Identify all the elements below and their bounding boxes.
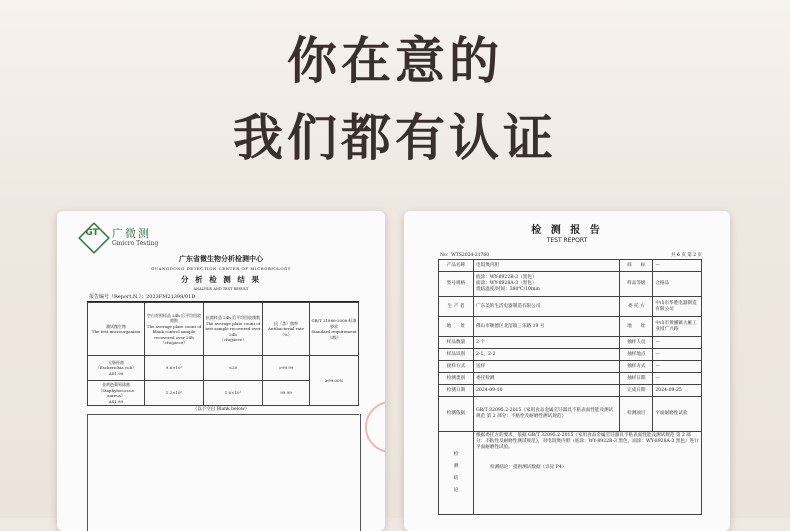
blank-below-note: （以下空白 Blank below） <box>192 407 250 412</box>
logo-letters: GT <box>85 228 99 238</box>
label-product: 产品名称 <box>439 260 474 272</box>
table-row <box>439 297 702 317</box>
page-indicator: 共 6 页 第 2 页 <box>671 253 702 258</box>
cell-organism: 金黄色葡萄球菌 （Staphylococcus aureus） AS1.89 <box>88 381 145 406</box>
logo-english-name: Gmicro Testing <box>112 240 159 247</box>
microbiology-test-certificate <box>57 211 385 531</box>
label-quantity: 样品数量 <box>439 337 474 349</box>
label-receive: 接样方式 <box>439 361 474 373</box>
label-place: 抽样地点 <box>620 349 653 361</box>
label-address-2: 地 址 <box>620 317 653 337</box>
table-row <box>439 397 702 432</box>
value-sampler: — <box>653 337 702 349</box>
value-test-date: 2024-09-10 <box>474 385 620 397</box>
label-method: 抽样方式 <box>620 361 653 373</box>
report-title: 检 测 报 告 <box>531 225 603 236</box>
label-entrust: 委 托 方 <box>620 297 653 317</box>
certificate-section-title-en: ANALYSIS AND TEST RESULT <box>193 287 249 291</box>
value-test-type: 委托检测 <box>474 373 620 385</box>
table-row <box>439 373 702 385</box>
blank-area <box>87 414 361 531</box>
label-sampling-date: 抽样日期 <box>620 373 653 385</box>
table-row <box>439 361 702 373</box>
logo-icon <box>78 222 110 254</box>
headline-line-1: 你在意的 <box>287 32 503 90</box>
cell-standard: ≥99.00% <box>310 356 359 406</box>
header-standard: GB/T 21866-2008 标准要求 Standard requirement （Ⅰ级） <box>310 303 359 356</box>
label-grade: 样品等级 <box>620 272 653 297</box>
value-place: — <box>653 349 702 361</box>
table-row <box>439 385 702 397</box>
header-blank: 空白对照样品 24h 后平均回收菌数 The average plate count of blank control sample recovered over 24h （cfu/piece） <box>145 303 204 356</box>
label-sampler: 抽样人员 <box>620 337 653 349</box>
value-test-item: 平面耐磨性试验 <box>653 397 702 432</box>
logo-chinese-name: 广微测 <box>112 227 151 240</box>
label-address: 地 址 <box>439 317 474 337</box>
value-grade: 合格品 <box>653 272 702 297</box>
certificate-title: 广东省微生物分析检测中心 <box>179 254 263 263</box>
value-model: 底涂：WY-8922B-3（黑色） 面涂：WY-8928A-3（黑色） 烧结温度/时间：380℃/10min <box>474 272 620 297</box>
value-conclusion <box>474 432 702 515</box>
report-table <box>438 259 702 515</box>
cell-sample: 1.0×10¹ <box>204 381 263 406</box>
table-row <box>88 356 359 381</box>
value-address: 佛山市顺德区北滘镇三乐路 19 号 <box>474 317 620 337</box>
value-entrust: 中山市华胜电器制造有限公司 <box>653 297 702 317</box>
header-rate: 抗（杀）菌率 Antibacterial rate （%） <box>263 303 310 356</box>
table-row <box>439 349 702 361</box>
table-row <box>439 337 702 349</box>
label-test-date: 检测日期 <box>439 385 474 397</box>
label-test-type: 检测类别 <box>439 373 474 385</box>
label-test-item: 检测项目 <box>620 397 653 432</box>
value-maker: 广东美的生活电器制造有限公司 <box>474 297 620 317</box>
results-table <box>87 302 359 406</box>
conclusion-text: 根据委托方的要求，依据 GB/T 32095.2-2015《家用食品金属烹饪器具不粘表面性能及测试规范 第 2 部分：不粘性及耐磨性测试规范》，对电饭煲内胆（底涂：WY-8922B-3 黑色，面涂：WY-8928A-3 黑色）进行平面耐磨性试验。 <box>476 433 699 450</box>
cell-rate: 99.99 <box>263 381 310 406</box>
cell-blank: 1.2×10⁵ <box>145 381 204 406</box>
cell-rate: >99.99 <box>263 356 310 381</box>
test-report-document <box>404 211 730 531</box>
report-subtitle: TEST REPORT <box>546 237 588 244</box>
value-address-2: 中山市黄圃镇大雁工业园广兴路 <box>653 317 702 337</box>
header-sample: 抗菌样品 24h 后平均回收菌数 The average plate count of test sample recovered over 24h （cfu/piece） <box>204 303 263 356</box>
value-sample-id: 2-1、2-2 <box>474 349 620 361</box>
label-maker: 生 产 者 <box>439 297 474 317</box>
table-row <box>439 432 702 515</box>
report-number: 报告编号（Report.N.）：2023FM21398/01D <box>89 294 196 300</box>
table-row <box>439 260 702 272</box>
conclusion-result: 检测结论：提供测试数据（详见 P4） <box>490 465 567 470</box>
table-header-row <box>88 303 359 356</box>
label-model: 型号规格 <box>439 272 474 297</box>
label-conclusion: 检 测 结 论 <box>439 432 474 515</box>
label-sample-id: 样品识别 <box>439 349 474 361</box>
value-completion-date: 2024-09-25 <box>653 385 702 397</box>
label-completion-date: 完成日期 <box>620 385 653 397</box>
table-row <box>439 317 702 337</box>
headline-line-2: 我们都有认证 <box>233 109 557 167</box>
header-organism: 测试微生物 The test microorganism <box>88 303 145 356</box>
certificate-section-title: 分 析 检 测 结 果 <box>180 275 262 284</box>
cell-organism: 大肠杆菌 （Escherichia coli） AS1.90 <box>88 356 145 381</box>
cell-blank: 9.6×10⁵ <box>145 356 204 381</box>
value-product: 电饭煲内胆 <box>474 260 620 272</box>
value-sampling-date: — <box>653 373 702 385</box>
value-trademark: — <box>653 260 702 272</box>
label-basis: 检测依据 <box>439 397 474 432</box>
label-trademark: 商 标 <box>620 260 653 272</box>
value-receive: 送样 <box>474 361 620 373</box>
value-quantity: 2 个 <box>474 337 620 349</box>
certificate-subtitle-en: GUANGDONG DETECTION CENTER OF MICROBIOLOGY <box>151 266 291 271</box>
value-basis: GB/T 32095.2-2015《家用食品金属烹饪器具不粘表面性能及测试规范 第 2 部分：不粘性及耐磨性测试规范》 <box>474 397 620 432</box>
table-row <box>439 272 702 297</box>
report-number: No：WTS2024-21760 <box>440 253 490 258</box>
cell-sample: <20 <box>204 356 263 381</box>
value-method: — <box>653 361 702 373</box>
